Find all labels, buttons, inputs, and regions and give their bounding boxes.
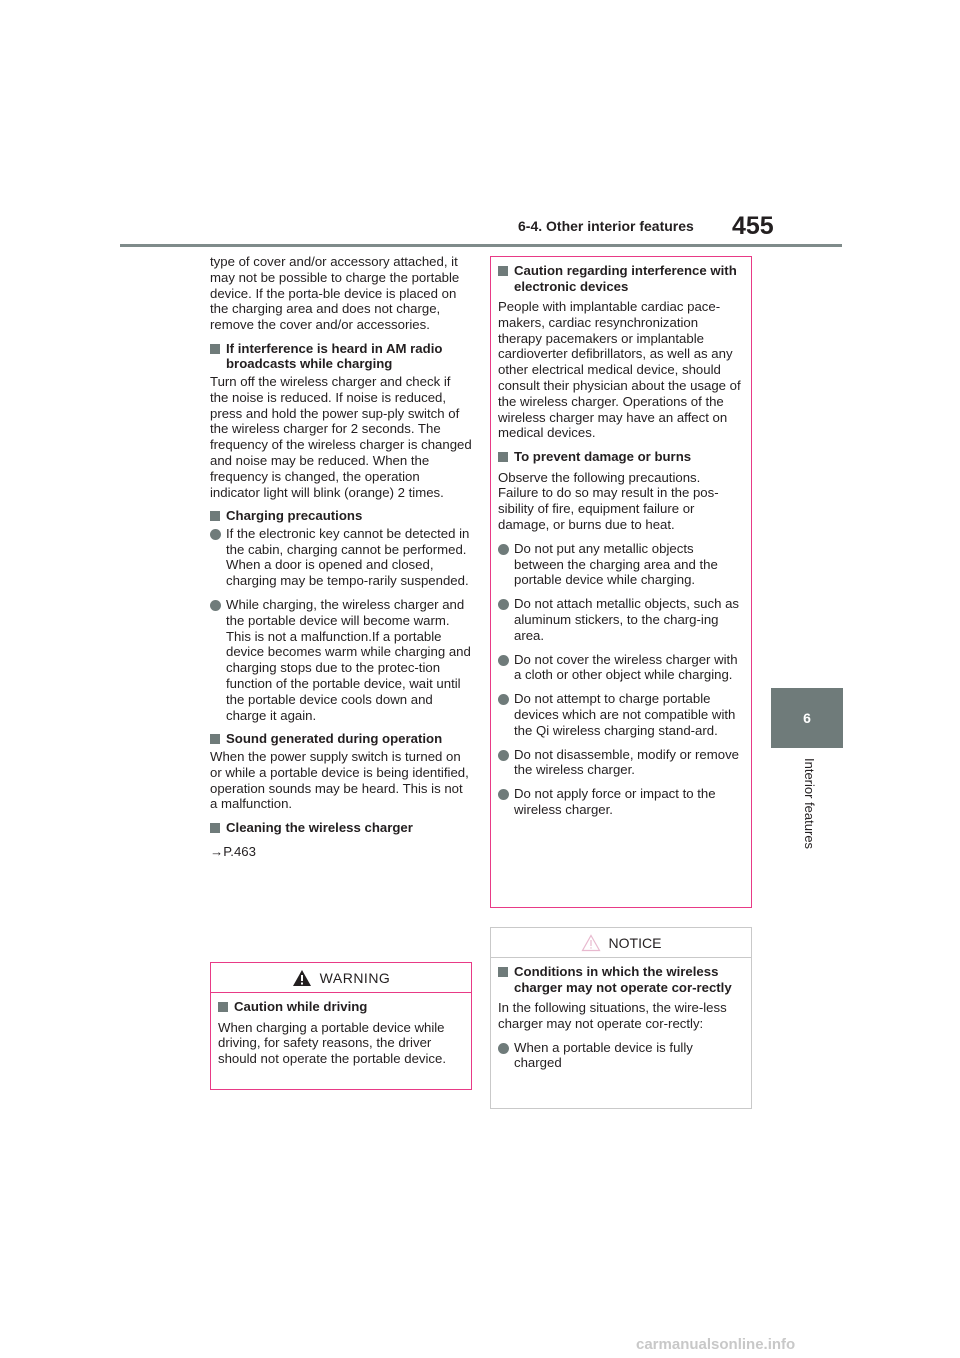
bullet-text: This is not a malfunction.If a portable device becomes warm while charging and charging stops due to the protec-tion function of the portable device, wait until the portable device cools down and charge it again. bbox=[226, 628, 471, 723]
notice-paragraph: In the following situations, the wire-less charger may not operate cor-rectly: bbox=[498, 1000, 727, 1031]
bullet-text-group bbox=[226, 597, 472, 723]
notice-title: NOTICE bbox=[608, 934, 662, 951]
section-title: 6-4. Other interior features bbox=[518, 218, 694, 234]
paragraph-precautions: Observe the following precautions. Failure to do so may result in the pos-sibility of fire, equipment failure or damage, or burns due to heat. bbox=[498, 469, 719, 533]
heading-text: To prevent damage or burns bbox=[514, 449, 692, 465]
header-divider bbox=[120, 244, 842, 247]
bullet-item bbox=[498, 596, 744, 643]
heading-sound bbox=[210, 731, 472, 747]
bullet-item bbox=[498, 652, 744, 684]
square-bullet-icon bbox=[218, 1002, 228, 1012]
circle-bullet-icon bbox=[498, 655, 509, 666]
square-bullet-icon bbox=[498, 967, 508, 977]
heading-text: Cleaning the wireless charger bbox=[226, 820, 413, 836]
heading-damage-burns bbox=[498, 449, 744, 465]
heading-cleaning bbox=[210, 820, 472, 836]
paragraph-sound: When the power supply switch is turned on or while a portable device is being identified, operation sounds may be heard. This is not a malfunction. bbox=[210, 748, 469, 812]
chapter-tab[interactable] bbox=[771, 688, 843, 748]
watermark: carmanualsonline.info bbox=[636, 1336, 796, 1353]
heading-am-radio bbox=[210, 341, 472, 372]
circle-bullet-icon bbox=[498, 694, 509, 705]
warning-triangle-icon bbox=[292, 969, 312, 987]
square-bullet-icon bbox=[210, 823, 220, 833]
bullet-text: If the electronic key cannot be detected in the cabin, charging cannot be performed. When a door is opened and closed, charging may be tempo-rarily suspended. bbox=[226, 525, 470, 589]
page-reference-link[interactable]: →P.463 bbox=[210, 843, 256, 859]
circle-bullet-icon bbox=[498, 1043, 509, 1054]
notice-triangle-icon bbox=[581, 934, 601, 952]
bullet-item bbox=[210, 597, 472, 723]
notice-box bbox=[490, 927, 752, 1109]
paragraph-am-radio: Turn off the wireless charger and check if the noise is reduced. If noise is reduced, press and hold the power sup-ply switch of the wireless charger for 2 seconds. The frequency of the wireless charger is changed and noise may be reduced. When the frequency is changed, the operation indicator light will blink (orange) 2 times. bbox=[210, 373, 472, 500]
bullet-text: When a portable device is fully charged bbox=[514, 1039, 693, 1071]
heading-text: Charging precautions bbox=[226, 508, 363, 524]
bullet-item bbox=[498, 541, 744, 588]
circle-bullet-icon bbox=[210, 529, 221, 540]
heading-conditions bbox=[498, 964, 744, 995]
chapter-label: Interior features bbox=[802, 758, 817, 850]
heading-text: Caution while driving bbox=[234, 999, 368, 1014]
circle-bullet-icon bbox=[498, 789, 509, 800]
bullet-text: Do not put any metallic objects between the charging area and the portable device while charging. bbox=[514, 540, 718, 588]
warning-title: WARNING bbox=[319, 969, 391, 986]
notice-header bbox=[491, 928, 751, 958]
bullet-text: Do not apply force or impact to the wireless charger. bbox=[514, 786, 716, 818]
circle-bullet-icon bbox=[498, 750, 509, 761]
bullet-item bbox=[498, 747, 744, 779]
warning-header bbox=[211, 963, 471, 993]
heading-text: If interference is heard in AM radio broadcasts while charging bbox=[226, 340, 443, 372]
paragraph-interference: People with implantable cardiac pace-makers, cardiac resynchronization therapy pacemakers or implantable cardioverter defibrillators, as well as any other electrical medical device, should consult their physician about the usage of the wireless charger. Operations of the wireless charger may have an affect on medical devices. bbox=[498, 299, 741, 441]
bullet-item bbox=[498, 1040, 744, 1072]
heading-text: Caution regarding interference with electronic devices bbox=[514, 263, 737, 294]
bullet-text: Do not cover the wireless charger with a cloth or other object while charging. bbox=[514, 651, 738, 683]
bullet-text: While charging, the wireless charger and the portable device will become warm. bbox=[226, 597, 465, 628]
circle-bullet-icon bbox=[498, 599, 509, 610]
heading-text: Conditions in which the wireless charger may not operate cor-rectly bbox=[514, 964, 732, 995]
warning-box bbox=[210, 962, 472, 1090]
heading-charging-precautions bbox=[210, 508, 472, 524]
intro-paragraph: type of cover and/or accessory attached, it may not be possible to charge the portable device. If the porta-ble device is placed on the charging area and does not charge, remove the cover and/or accessories. bbox=[210, 254, 460, 333]
warning-paragraph: When charging a portable device while driving, for safety reasons, the driver should not operate the portable device. bbox=[218, 1019, 447, 1067]
circle-bullet-icon bbox=[210, 600, 221, 611]
page-number: 455 bbox=[732, 212, 774, 240]
bullet-text: Do not attach metallic objects, such as aluminum stickers, to the charg-ing area. bbox=[514, 596, 740, 643]
bullet-item bbox=[498, 691, 744, 738]
bullet-text: Do not attempt to charge portable devices which are not compatible with the Qi wireless charging stand-ard. bbox=[514, 691, 736, 738]
heading-caution-driving bbox=[218, 999, 464, 1015]
square-bullet-icon bbox=[210, 344, 220, 354]
left-column bbox=[210, 254, 472, 860]
warning-continuation-box bbox=[490, 256, 752, 908]
square-bullet-icon bbox=[210, 734, 220, 744]
bullet-item bbox=[210, 526, 472, 589]
square-bullet-icon bbox=[498, 452, 508, 462]
bullet-item bbox=[498, 786, 744, 818]
heading-text: Sound generated during operation bbox=[226, 731, 443, 747]
square-bullet-icon bbox=[498, 266, 508, 276]
square-bullet-icon bbox=[210, 511, 220, 521]
heading-interference-devices bbox=[498, 263, 744, 294]
bullet-text: Do not disassemble, modify or remove the wireless charger. bbox=[514, 746, 740, 778]
chapter-number: 6 bbox=[803, 710, 811, 726]
circle-bullet-icon bbox=[498, 544, 509, 555]
